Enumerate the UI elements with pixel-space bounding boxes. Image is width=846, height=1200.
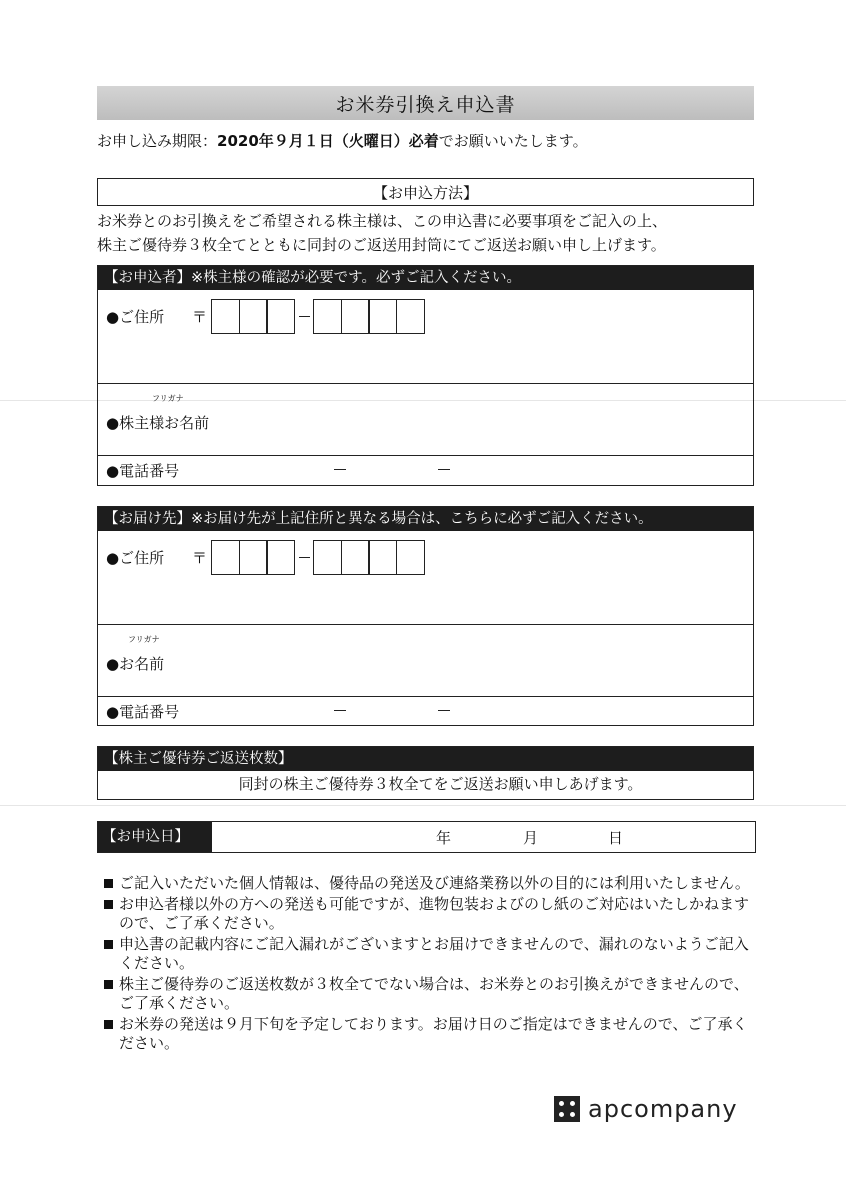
method-heading: 【お申込方法】 bbox=[97, 178, 754, 206]
applicant-zip-first[interactable] bbox=[211, 299, 294, 334]
zip-digit-box[interactable] bbox=[266, 299, 295, 334]
recipient-name-label: ●お名前 bbox=[106, 655, 165, 673]
zip-dash bbox=[299, 557, 310, 558]
zip-digit-box[interactable] bbox=[313, 540, 342, 575]
phone-dash bbox=[334, 710, 346, 711]
delivery-zip-first[interactable] bbox=[211, 540, 294, 575]
square-bullet-icon bbox=[104, 980, 113, 989]
method-line-1: お米券とのお引換えをご希望される株主様は、この申込書に必要事項をご記入の上、 bbox=[97, 212, 668, 230]
delivery-section bbox=[97, 506, 754, 726]
postal-mark: 〒 bbox=[192, 308, 208, 326]
form-title: お米券引換え申込書 bbox=[97, 86, 754, 120]
zip-digit-box[interactable] bbox=[396, 299, 425, 334]
method-description bbox=[97, 209, 777, 257]
row-divider bbox=[98, 455, 753, 456]
zip-digit-box[interactable] bbox=[396, 540, 425, 575]
return-count-section bbox=[97, 746, 754, 800]
apply-date-header: 【お申込日】 bbox=[98, 822, 212, 852]
row-divider bbox=[98, 696, 753, 697]
zip-digit-box[interactable] bbox=[266, 540, 295, 575]
day-label: 日 bbox=[608, 829, 624, 847]
square-bullet-icon bbox=[104, 1020, 113, 1029]
deadline-notice bbox=[97, 130, 588, 151]
applicant-phone-label: ●電話番号 bbox=[106, 462, 180, 480]
paper-fold-line bbox=[0, 805, 846, 806]
note-item: お申込者様以外の方への発送も可能ですが、進物包装およびのし紙のご対応はいたしかねますので、ご了承ください。 bbox=[101, 895, 761, 933]
row-divider bbox=[98, 624, 753, 625]
deadline-suffix: でお願いいたします。 bbox=[438, 132, 588, 150]
method-line-2: 株主ご優待券３枚全てとともに同封のご返送用封筒にてご返送お願い申し上げます。 bbox=[97, 236, 666, 254]
zip-digit-box[interactable] bbox=[239, 299, 268, 334]
deadline-prefix: お申し込み期限： bbox=[97, 132, 218, 150]
notes-list bbox=[101, 874, 761, 1055]
zip-digit-box[interactable] bbox=[239, 540, 268, 575]
year-label: 年 bbox=[436, 829, 452, 847]
month-label: 月 bbox=[523, 829, 539, 847]
company-logo bbox=[554, 1095, 738, 1123]
square-bullet-icon bbox=[104, 900, 113, 909]
applicant-section bbox=[97, 265, 754, 486]
delivery-address-label: ●ご住所 bbox=[106, 549, 165, 567]
delivery-header: 【お届け先】※お届け先が上記住所と異なる場合は、こちらに必ずご記入ください。 bbox=[98, 507, 753, 531]
note-item: ご記入いただいた個人情報は、優待品の発送及び連絡業務以外の目的には利用いたしません。 bbox=[101, 874, 761, 893]
zip-digit-box[interactable] bbox=[368, 299, 397, 334]
note-item: お米券の発送は９月下旬を予定しております。お届け日のご指定はできませんので、ご了承ください。 bbox=[101, 1015, 761, 1053]
zip-digit-box[interactable] bbox=[368, 540, 397, 575]
zip-digit-box[interactable] bbox=[341, 299, 370, 334]
delivery-phone-label: ●電話番号 bbox=[106, 703, 180, 721]
square-bullet-icon bbox=[104, 879, 113, 888]
shareholder-name-label: ●株主様お名前 bbox=[106, 414, 210, 432]
furigana-label: フリガナ bbox=[128, 635, 160, 644]
square-bullet-icon bbox=[104, 940, 113, 949]
applicant-address-label: ●ご住所 bbox=[106, 308, 165, 326]
apcompany-logo-icon bbox=[554, 1096, 580, 1122]
note-item: 申込書の記載内容にご記入漏れがございますとお届けできませんので、漏れのないようご記入ください。 bbox=[101, 935, 761, 973]
return-count-header: 【株主ご優待券ご返送枚数】 bbox=[98, 747, 753, 771]
applicant-zip-second[interactable] bbox=[313, 299, 423, 334]
phone-dash bbox=[334, 469, 346, 470]
apply-date-row[interactable] bbox=[97, 821, 756, 853]
zip-digit-box[interactable] bbox=[313, 299, 342, 334]
logo-text: apcompany bbox=[588, 1095, 738, 1123]
applicant-header: 【お申込者】※株主様の確認が必要です。必ずご記入ください。 bbox=[98, 266, 753, 290]
note-item: 株主ご優待券のご返送枚数が３枚全てでない場合は、お米券とのお引換えができませんので、ご了承ください。 bbox=[101, 975, 761, 1013]
zip-dash bbox=[299, 316, 310, 317]
zip-digit-box[interactable] bbox=[211, 540, 240, 575]
deadline-date: 2020年９月１日（火曜日）必着 bbox=[217, 132, 439, 150]
phone-dash bbox=[438, 469, 450, 470]
zip-digit-box[interactable] bbox=[341, 540, 370, 575]
phone-dash bbox=[438, 710, 450, 711]
delivery-zip-second[interactable] bbox=[313, 540, 423, 575]
zip-digit-box[interactable] bbox=[211, 299, 240, 334]
furigana-label: フリガナ bbox=[152, 394, 184, 403]
row-divider bbox=[98, 383, 753, 384]
return-count-text: 同封の株主ご優待券３枚全てをご返送お願い申しあげます。 bbox=[238, 775, 643, 793]
postal-mark: 〒 bbox=[192, 549, 208, 567]
